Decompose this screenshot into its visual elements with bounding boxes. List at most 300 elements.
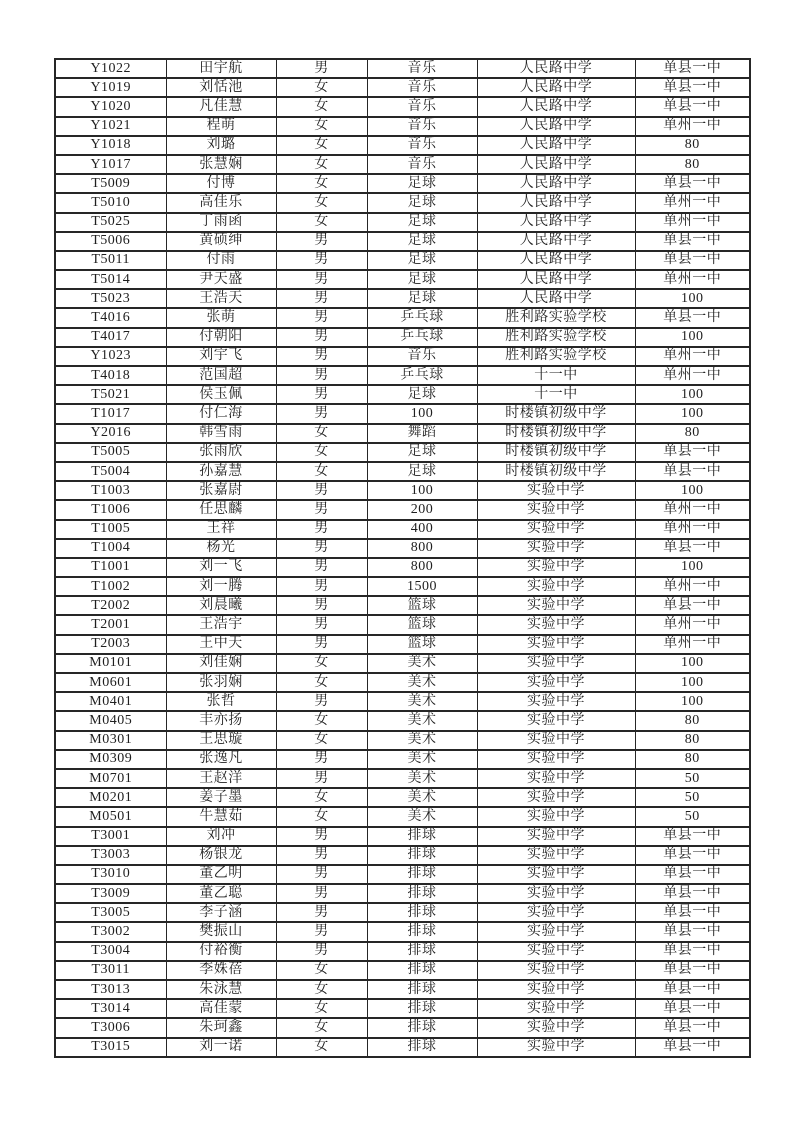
table-row	[55, 213, 750, 232]
cell-specialty: 美术	[367, 769, 477, 788]
cell-school: 时楼镇初级中学	[477, 462, 635, 481]
table-row	[55, 251, 750, 270]
cell-name: 程萌	[166, 117, 276, 136]
cell-admitted-school: 单县一中	[635, 942, 750, 961]
cell-gender: 男	[276, 596, 367, 615]
cell-name: 刘冲	[166, 827, 276, 846]
cell-school: 胜利路实验学校	[477, 328, 635, 347]
table-row	[55, 289, 750, 308]
cell-admitted-school: 100	[635, 328, 750, 347]
cell-school: 实验中学	[477, 827, 635, 846]
cell-school: 实验中学	[477, 846, 635, 865]
cell-gender: 女	[276, 117, 367, 136]
cell-name: 李姝蓓	[166, 961, 276, 980]
cell-name: 王祥	[166, 520, 276, 539]
cell-admitted-school: 单县一中	[635, 97, 750, 116]
cell-school: 人民路中学	[477, 117, 635, 136]
cell-gender: 女	[276, 654, 367, 673]
table-row	[55, 999, 750, 1018]
table-row	[55, 443, 750, 462]
table-row	[55, 193, 750, 212]
cell-student-id: T1004	[55, 539, 166, 558]
table-row	[55, 922, 750, 941]
table-row	[55, 174, 750, 193]
table-row	[55, 788, 750, 807]
table-row	[55, 942, 750, 961]
cell-student-id: M0201	[55, 788, 166, 807]
cell-student-id: T1001	[55, 558, 166, 577]
cell-gender: 女	[276, 807, 367, 826]
cell-school: 时楼镇初级中学	[477, 404, 635, 423]
cell-school: 实验中学	[477, 807, 635, 826]
cell-admitted-school: 单县一中	[635, 232, 750, 251]
cell-school: 十一中	[477, 366, 635, 385]
cell-admitted-school: 单县一中	[635, 922, 750, 941]
cell-school: 实验中学	[477, 654, 635, 673]
cell-gender: 男	[276, 942, 367, 961]
cell-admitted-school: 80	[635, 750, 750, 769]
cell-specialty: 音乐	[367, 155, 477, 174]
table-row	[55, 117, 750, 136]
cell-student-id: T5021	[55, 385, 166, 404]
table-row	[55, 136, 750, 155]
cell-student-id: T3010	[55, 865, 166, 884]
table-row	[55, 961, 750, 980]
cell-specialty: 美术	[367, 807, 477, 826]
cell-specialty: 排球	[367, 827, 477, 846]
cell-specialty: 足球	[367, 270, 477, 289]
cell-gender: 女	[276, 788, 367, 807]
cell-student-id: M0309	[55, 750, 166, 769]
cell-gender: 男	[276, 59, 367, 78]
cell-admitted-school: 单州一中	[635, 577, 750, 596]
cell-specialty: 足球	[367, 213, 477, 232]
cell-admitted-school: 100	[635, 654, 750, 673]
cell-school: 实验中学	[477, 635, 635, 654]
cell-specialty: 音乐	[367, 347, 477, 366]
cell-student-id: T3009	[55, 884, 166, 903]
table-row	[55, 59, 750, 78]
cell-student-id: T2001	[55, 615, 166, 634]
cell-gender: 男	[276, 884, 367, 903]
table-row	[55, 366, 750, 385]
cell-admitted-school: 80	[635, 711, 750, 730]
cell-name: 樊振山	[166, 922, 276, 941]
cell-gender: 男	[276, 635, 367, 654]
table-row	[55, 577, 750, 596]
cell-name: 王中天	[166, 635, 276, 654]
cell-name: 付朝阳	[166, 328, 276, 347]
cell-name: 范国超	[166, 366, 276, 385]
cell-specialty: 音乐	[367, 59, 477, 78]
cell-gender: 男	[276, 347, 367, 366]
cell-name: 任思麟	[166, 500, 276, 519]
cell-name: 付雨	[166, 251, 276, 270]
cell-admitted-school: 80	[635, 731, 750, 750]
cell-gender: 男	[276, 366, 367, 385]
cell-name: 丰亦扬	[166, 711, 276, 730]
cell-school: 实验中学	[477, 750, 635, 769]
cell-student-id: Y1017	[55, 155, 166, 174]
cell-admitted-school: 单州一中	[635, 347, 750, 366]
cell-student-id: T5023	[55, 289, 166, 308]
cell-specialty: 乒乓球	[367, 328, 477, 347]
cell-name: 牛慧茹	[166, 807, 276, 826]
cell-specialty: 篮球	[367, 615, 477, 634]
cell-student-id: T1017	[55, 404, 166, 423]
cell-gender: 女	[276, 78, 367, 97]
cell-admitted-school: 单县一中	[635, 174, 750, 193]
cell-name: 朱珂鑫	[166, 1018, 276, 1037]
cell-name: 丁雨函	[166, 213, 276, 232]
cell-school: 人民路中学	[477, 213, 635, 232]
cell-specialty: 乒乓球	[367, 366, 477, 385]
cell-specialty: 舞蹈	[367, 424, 477, 443]
cell-admitted-school: 单州一中	[635, 117, 750, 136]
cell-student-id: Y1020	[55, 97, 166, 116]
cell-name: 孙嘉慧	[166, 462, 276, 481]
cell-name: 董乙聪	[166, 884, 276, 903]
cell-admitted-school: 单州一中	[635, 193, 750, 212]
cell-name: 韩雪雨	[166, 424, 276, 443]
cell-admitted-school: 50	[635, 788, 750, 807]
cell-school: 人民路中学	[477, 289, 635, 308]
cell-student-id: T5006	[55, 232, 166, 251]
cell-admitted-school: 单州一中	[635, 270, 750, 289]
cell-admitted-school: 单县一中	[635, 846, 750, 865]
cell-name: 朱泳慧	[166, 980, 276, 999]
cell-admitted-school: 单县一中	[635, 961, 750, 980]
cell-admitted-school: 单县一中	[635, 443, 750, 462]
cell-admitted-school: 80	[635, 155, 750, 174]
cell-school: 实验中学	[477, 558, 635, 577]
cell-school: 时楼镇初级中学	[477, 424, 635, 443]
cell-specialty: 美术	[367, 673, 477, 692]
cell-gender: 女	[276, 1038, 367, 1057]
cell-student-id: T2003	[55, 635, 166, 654]
cell-student-id: T2002	[55, 596, 166, 615]
cell-admitted-school: 单州一中	[635, 500, 750, 519]
cell-admitted-school: 单县一中	[635, 884, 750, 903]
cell-name: 张萌	[166, 308, 276, 327]
cell-school: 实验中学	[477, 788, 635, 807]
cell-school: 实验中学	[477, 922, 635, 941]
cell-student-id: T1003	[55, 481, 166, 500]
cell-specialty: 排球	[367, 999, 477, 1018]
cell-name: 凡佳慧	[166, 97, 276, 116]
cell-name: 田宇航	[166, 59, 276, 78]
cell-admitted-school: 单县一中	[635, 78, 750, 97]
cell-specialty: 排球	[367, 903, 477, 922]
cell-gender: 女	[276, 980, 367, 999]
cell-school: 实验中学	[477, 903, 635, 922]
cell-admitted-school: 单县一中	[635, 59, 750, 78]
cell-gender: 男	[276, 922, 367, 941]
cell-student-id: T3002	[55, 922, 166, 941]
table-row	[55, 750, 750, 769]
table-row	[55, 692, 750, 711]
cell-school: 实验中学	[477, 1038, 635, 1057]
cell-specialty: 排球	[367, 846, 477, 865]
cell-specialty: 美术	[367, 788, 477, 807]
cell-gender: 女	[276, 999, 367, 1018]
cell-name: 张逸凡	[166, 750, 276, 769]
cell-specialty: 1500	[367, 577, 477, 596]
cell-school: 实验中学	[477, 769, 635, 788]
cell-specialty: 足球	[367, 462, 477, 481]
table-row	[55, 404, 750, 423]
cell-student-id: T5009	[55, 174, 166, 193]
cell-name: 刘璐	[166, 136, 276, 155]
table-row	[55, 596, 750, 615]
cell-name: 侯玉佩	[166, 385, 276, 404]
cell-admitted-school: 单县一中	[635, 1018, 750, 1037]
cell-name: 李子涵	[166, 903, 276, 922]
cell-specialty: 篮球	[367, 596, 477, 615]
cell-student-id: M0601	[55, 673, 166, 692]
cell-admitted-school: 单县一中	[635, 980, 750, 999]
cell-gender: 男	[276, 539, 367, 558]
cell-name: 刘一诺	[166, 1038, 276, 1057]
cell-school: 人民路中学	[477, 174, 635, 193]
table-row	[55, 615, 750, 634]
cell-specialty: 美术	[367, 731, 477, 750]
cell-specialty: 美术	[367, 750, 477, 769]
cell-gender: 男	[276, 865, 367, 884]
cell-admitted-school: 单州一中	[635, 520, 750, 539]
cell-school: 实验中学	[477, 961, 635, 980]
cell-student-id: T1002	[55, 577, 166, 596]
student-roster-table	[54, 58, 751, 1058]
cell-admitted-school: 100	[635, 692, 750, 711]
table-row	[55, 78, 750, 97]
cell-admitted-school: 单州一中	[635, 213, 750, 232]
cell-student-id: T5025	[55, 213, 166, 232]
cell-name: 刘宇飞	[166, 347, 276, 366]
cell-student-id: T3005	[55, 903, 166, 922]
cell-gender: 男	[276, 750, 367, 769]
cell-name: 姜子墨	[166, 788, 276, 807]
cell-student-id: Y1018	[55, 136, 166, 155]
cell-gender: 男	[276, 270, 367, 289]
cell-school: 实验中学	[477, 1018, 635, 1037]
cell-student-id: M0701	[55, 769, 166, 788]
cell-specialty: 音乐	[367, 117, 477, 136]
cell-name: 王思璇	[166, 731, 276, 750]
cell-admitted-school: 单县一中	[635, 999, 750, 1018]
cell-student-id: T3006	[55, 1018, 166, 1037]
table-row	[55, 711, 750, 730]
cell-name: 付裕衡	[166, 942, 276, 961]
cell-name: 董乙明	[166, 865, 276, 884]
cell-student-id: Y1022	[55, 59, 166, 78]
cell-gender: 女	[276, 1018, 367, 1037]
cell-gender: 女	[276, 443, 367, 462]
cell-admitted-school: 100	[635, 385, 750, 404]
cell-gender: 女	[276, 424, 367, 443]
cell-school: 十一中	[477, 385, 635, 404]
cell-specialty: 音乐	[367, 136, 477, 155]
cell-gender: 男	[276, 558, 367, 577]
cell-gender: 女	[276, 174, 367, 193]
cell-school: 实验中学	[477, 692, 635, 711]
cell-specialty: 足球	[367, 193, 477, 212]
table-row	[55, 500, 750, 519]
cell-student-id: T3003	[55, 846, 166, 865]
table-row	[55, 155, 750, 174]
cell-student-id: T1005	[55, 520, 166, 539]
cell-school: 人民路中学	[477, 97, 635, 116]
table-row	[55, 1038, 750, 1057]
cell-school: 人民路中学	[477, 78, 635, 97]
cell-school: 人民路中学	[477, 232, 635, 251]
cell-gender: 男	[276, 232, 367, 251]
cell-name: 张哲	[166, 692, 276, 711]
cell-specialty: 100	[367, 481, 477, 500]
cell-student-id: T5004	[55, 462, 166, 481]
cell-school: 实验中学	[477, 596, 635, 615]
table-row	[55, 270, 750, 289]
cell-specialty: 篮球	[367, 635, 477, 654]
cell-admitted-school: 单县一中	[635, 865, 750, 884]
cell-name: 张慧娴	[166, 155, 276, 174]
cell-gender: 女	[276, 673, 367, 692]
cell-school: 人民路中学	[477, 251, 635, 270]
roster-table-body	[55, 59, 750, 1057]
cell-name: 高佳乐	[166, 193, 276, 212]
cell-student-id: T3004	[55, 942, 166, 961]
table-row	[55, 328, 750, 347]
cell-specialty: 足球	[367, 232, 477, 251]
cell-name: 刘一飞	[166, 558, 276, 577]
cell-admitted-school: 单县一中	[635, 462, 750, 481]
cell-gender: 女	[276, 155, 367, 174]
cell-gender: 女	[276, 213, 367, 232]
table-row	[55, 635, 750, 654]
table-row	[55, 884, 750, 903]
cell-gender: 女	[276, 462, 367, 481]
cell-name: 刘佳娴	[166, 654, 276, 673]
cell-gender: 男	[276, 251, 367, 270]
table-row	[55, 424, 750, 443]
cell-admitted-school: 单州一中	[635, 366, 750, 385]
cell-specialty: 200	[367, 500, 477, 519]
cell-school: 实验中学	[477, 942, 635, 961]
cell-school: 实验中学	[477, 865, 635, 884]
cell-gender: 男	[276, 827, 367, 846]
cell-student-id: T3014	[55, 999, 166, 1018]
cell-specialty: 美术	[367, 711, 477, 730]
cell-gender: 男	[276, 846, 367, 865]
cell-name: 黄硕绅	[166, 232, 276, 251]
table-row	[55, 385, 750, 404]
table-row	[55, 481, 750, 500]
cell-specialty: 排球	[367, 865, 477, 884]
cell-school: 实验中学	[477, 711, 635, 730]
cell-admitted-school: 100	[635, 481, 750, 500]
cell-name: 张嘉尉	[166, 481, 276, 500]
cell-school: 实验中学	[477, 539, 635, 558]
cell-school: 胜利路实验学校	[477, 308, 635, 327]
cell-admitted-school: 单县一中	[635, 539, 750, 558]
cell-school: 实验中学	[477, 615, 635, 634]
cell-name: 杨银龙	[166, 846, 276, 865]
cell-name: 刘一腾	[166, 577, 276, 596]
cell-student-id: T4016	[55, 308, 166, 327]
cell-admitted-school: 单县一中	[635, 827, 750, 846]
table-row	[55, 558, 750, 577]
cell-school: 实验中学	[477, 731, 635, 750]
cell-student-id: M0401	[55, 692, 166, 711]
cell-gender: 女	[276, 731, 367, 750]
cell-admitted-school: 单州一中	[635, 635, 750, 654]
cell-student-id: T4018	[55, 366, 166, 385]
cell-admitted-school: 100	[635, 404, 750, 423]
cell-name: 刘恬池	[166, 78, 276, 97]
cell-student-id: T5005	[55, 443, 166, 462]
cell-name: 尹天盛	[166, 270, 276, 289]
cell-admitted-school: 50	[635, 769, 750, 788]
cell-student-id: Y2016	[55, 424, 166, 443]
table-row	[55, 1018, 750, 1037]
cell-school: 实验中学	[477, 999, 635, 1018]
cell-admitted-school: 单县一中	[635, 903, 750, 922]
cell-specialty: 美术	[367, 654, 477, 673]
table-row	[55, 654, 750, 673]
cell-student-id: T4017	[55, 328, 166, 347]
cell-gender: 男	[276, 308, 367, 327]
cell-student-id: T1006	[55, 500, 166, 519]
cell-specialty: 100	[367, 404, 477, 423]
cell-student-id: Y1023	[55, 347, 166, 366]
cell-specialty: 排球	[367, 980, 477, 999]
cell-school: 实验中学	[477, 577, 635, 596]
cell-gender: 女	[276, 711, 367, 730]
table-row	[55, 462, 750, 481]
cell-gender: 男	[276, 289, 367, 308]
cell-admitted-school: 100	[635, 558, 750, 577]
cell-school: 胜利路实验学校	[477, 347, 635, 366]
cell-specialty: 足球	[367, 251, 477, 270]
cell-specialty: 排球	[367, 1038, 477, 1057]
cell-specialty: 800	[367, 558, 477, 577]
cell-school: 人民路中学	[477, 59, 635, 78]
cell-name: 王赵洋	[166, 769, 276, 788]
table-row	[55, 903, 750, 922]
cell-gender: 男	[276, 769, 367, 788]
cell-gender: 女	[276, 193, 367, 212]
cell-name: 王浩天	[166, 289, 276, 308]
cell-name: 付仁海	[166, 404, 276, 423]
cell-specialty: 排球	[367, 922, 477, 941]
cell-specialty: 排球	[367, 1018, 477, 1037]
cell-specialty: 400	[367, 520, 477, 539]
cell-name: 张雨欣	[166, 443, 276, 462]
cell-name: 杨光	[166, 539, 276, 558]
cell-gender: 女	[276, 97, 367, 116]
cell-gender: 女	[276, 136, 367, 155]
table-row	[55, 865, 750, 884]
cell-school: 人民路中学	[477, 136, 635, 155]
cell-admitted-school: 单县一中	[635, 596, 750, 615]
cell-student-id: T3013	[55, 980, 166, 999]
cell-school: 实验中学	[477, 980, 635, 999]
cell-student-id: T5014	[55, 270, 166, 289]
cell-student-id: T5010	[55, 193, 166, 212]
cell-admitted-school: 单县一中	[635, 1038, 750, 1057]
cell-admitted-school: 80	[635, 424, 750, 443]
table-row	[55, 520, 750, 539]
